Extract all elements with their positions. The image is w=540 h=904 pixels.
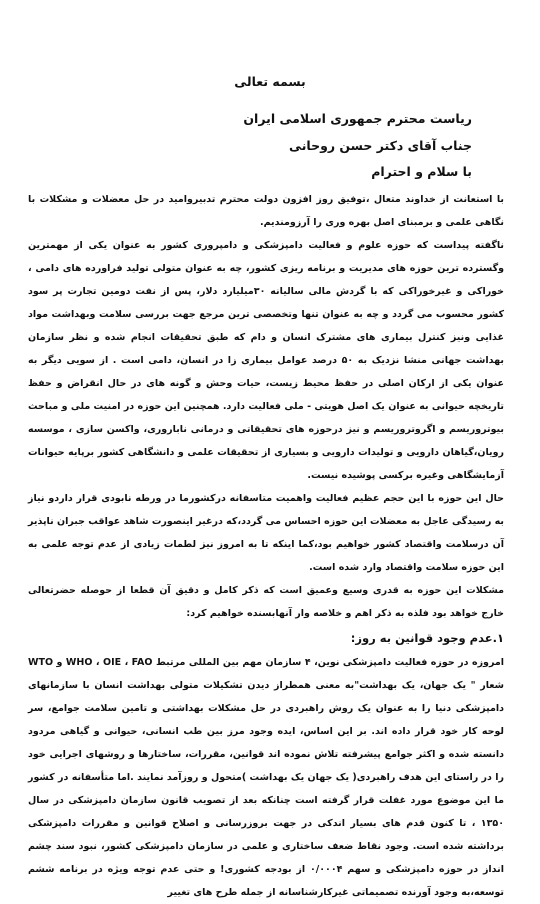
recipient-name: جناب آقای دکتر حسن روحانی bbox=[289, 138, 472, 153]
recipient-title: ریاست محترم جمهوری اسلامی ایران bbox=[243, 111, 472, 126]
paragraph-problems-summary: مشکلات این حوزه به قدری وسیع وعمیق است که ذکر کامل و دقیق آن قطعا از حوصله حضرتعالی خارج خواهد بود فلذه به ذکر اهم و خلاصه وار آنهابسنده خواهیم کرد: bbox=[28, 585, 504, 619]
bismillah-heading: بسمه تعالی bbox=[234, 74, 306, 89]
section-heading-laws: ۱.عدم وجود قوانین به روز: bbox=[350, 631, 504, 645]
paragraph-crisis: حال این حوزه با این حجم عظیم فعالیت واهمیت متاسفانه درکشورما در ورطه نابودی قرار داردو نیاز به رسیدگی عاجل به معضلات این حوزه احساس می گردد،که درغیر اینصورت شاهد عواقب جبران ناپذیر آن درسلامت واقتصاد کشور خواهیم بود،کما اینکه تا به امروز نیز لطمات زیادی از عدم توجه علمی به این حوزه سلامت واقتصاد وارد شده است. bbox=[28, 493, 504, 573]
letter-body bbox=[28, 188, 504, 904]
paragraph-importance: ناگفته پیداست که حوزه علوم و فعالیت دامپزشکی و دامپروری کشور به عنوان یکی از مهمترین وگسترده ترین حوزه های مدیریت و برنامه ریزی کشور، چه به عنوان متولی تولید فراورده های دامی ، خوراکی و غیرخوراکی که با گردش مالی سالیانه ۳۰میلیارد دلار، پس از نفت دومین تجارت پر سود کشور محسوب می گردد و چه به عنوان تنها وتخصصی ترین مرجع جهت بررسی سلامت وبهداشت مواد غذایی ونیز کنترل بیماری های مشترک انسان و دام که طبق تحقیقات انجام شده و نظر سازمان بهداشت جهانی منشا نزدیک به ۵۰ درصد عوامل بیماری زا در انسان، دامی است . از سویی دیگر به عنوان یکی از ارکان اصلی در حفظ محیط زیست، حیات وحش و گونه های در حال انقراض و حفظ تاریخچه حیوانی به عنوان یک اصل هویتی - ملی فعالیت دارد. همچنین این حوزه در امنیت ملی و مباحث بیوتروریسم و اگروتروریسم و نیز درحوزه های تحقیقاتی و درمانی ناباروری، واکسن سازی ، موسسه رویان،گیاهان دارویی و تولیدات دارویی و بسیاری از تحقیقات علمی و دانشگاهی کشور برپایه حیوانات آزمایشگاهی وغیره برکسی پوشیده نیست. bbox=[28, 240, 504, 481]
paragraph-laws: امروزه در حوزه فعالیت دامپزشکی نوین، ۴ سازمان مهم بین المللی مرتبط WHO ، OIE ، FAO و WTO شعار " یک جهان، یک بهداشت"به معنی همطراز دیدن تشکیلات متولی بهداشت انسان با سازمانهای دامپزشکی دنیا را به عنوان یک روش راهبردی در حل مشکلات بهداشتی و تامین سلامت جوامع، سر لوحه کار خود قرار داده اند. بر این اساس، ایده وجود مرز بین طب انسانی، حیوانی و گیاهی مردود دانسته شده و اکثر جوامع پیشرفته تلاش نموده اند قوانین، مقررات، ساختارها و روشهای اجرایی خود را در راستای این هدف راهبردی( یک جهان یک بهداشت )متحول و روزآمد نمایند .اما متأسفانه در کشور ما این موضوع مورد غفلت قرار گرفته است چنانکه بعد از تصویب قانون سازمان دامپزشکی در سال ۱۳۵۰ ، تا کنون قدم های بسیار اندکی در جهت بروزرسانی و اصلاح قوانین و مقررات دامپزشکی برداشته شده است. وجود نقاط ضعف ساختاری و علمی در سازمان دامپزشکی کشور، نبود سند چشم انداز در حوزه دامپزشکی و سهم ۰/۰۰۰۴ از بودجه کشوری! و حتی عدم توجه ویژه در برنامه ششم توسعه،به وجود آورنده تصمیماتی غیرکارشناسانه از جمله طرح های تغییر bbox=[28, 657, 504, 898]
salutation: با سلام و احترام bbox=[371, 164, 472, 179]
paragraph-intro: با استعانت از خداوند متعال ،توفیق روز افزون دولت محترم تدبیروامید در حل معضلات و مشکلات با نگاهی علمی و برمبنای اصل بهره وری را آرزومندیم. bbox=[28, 194, 504, 228]
